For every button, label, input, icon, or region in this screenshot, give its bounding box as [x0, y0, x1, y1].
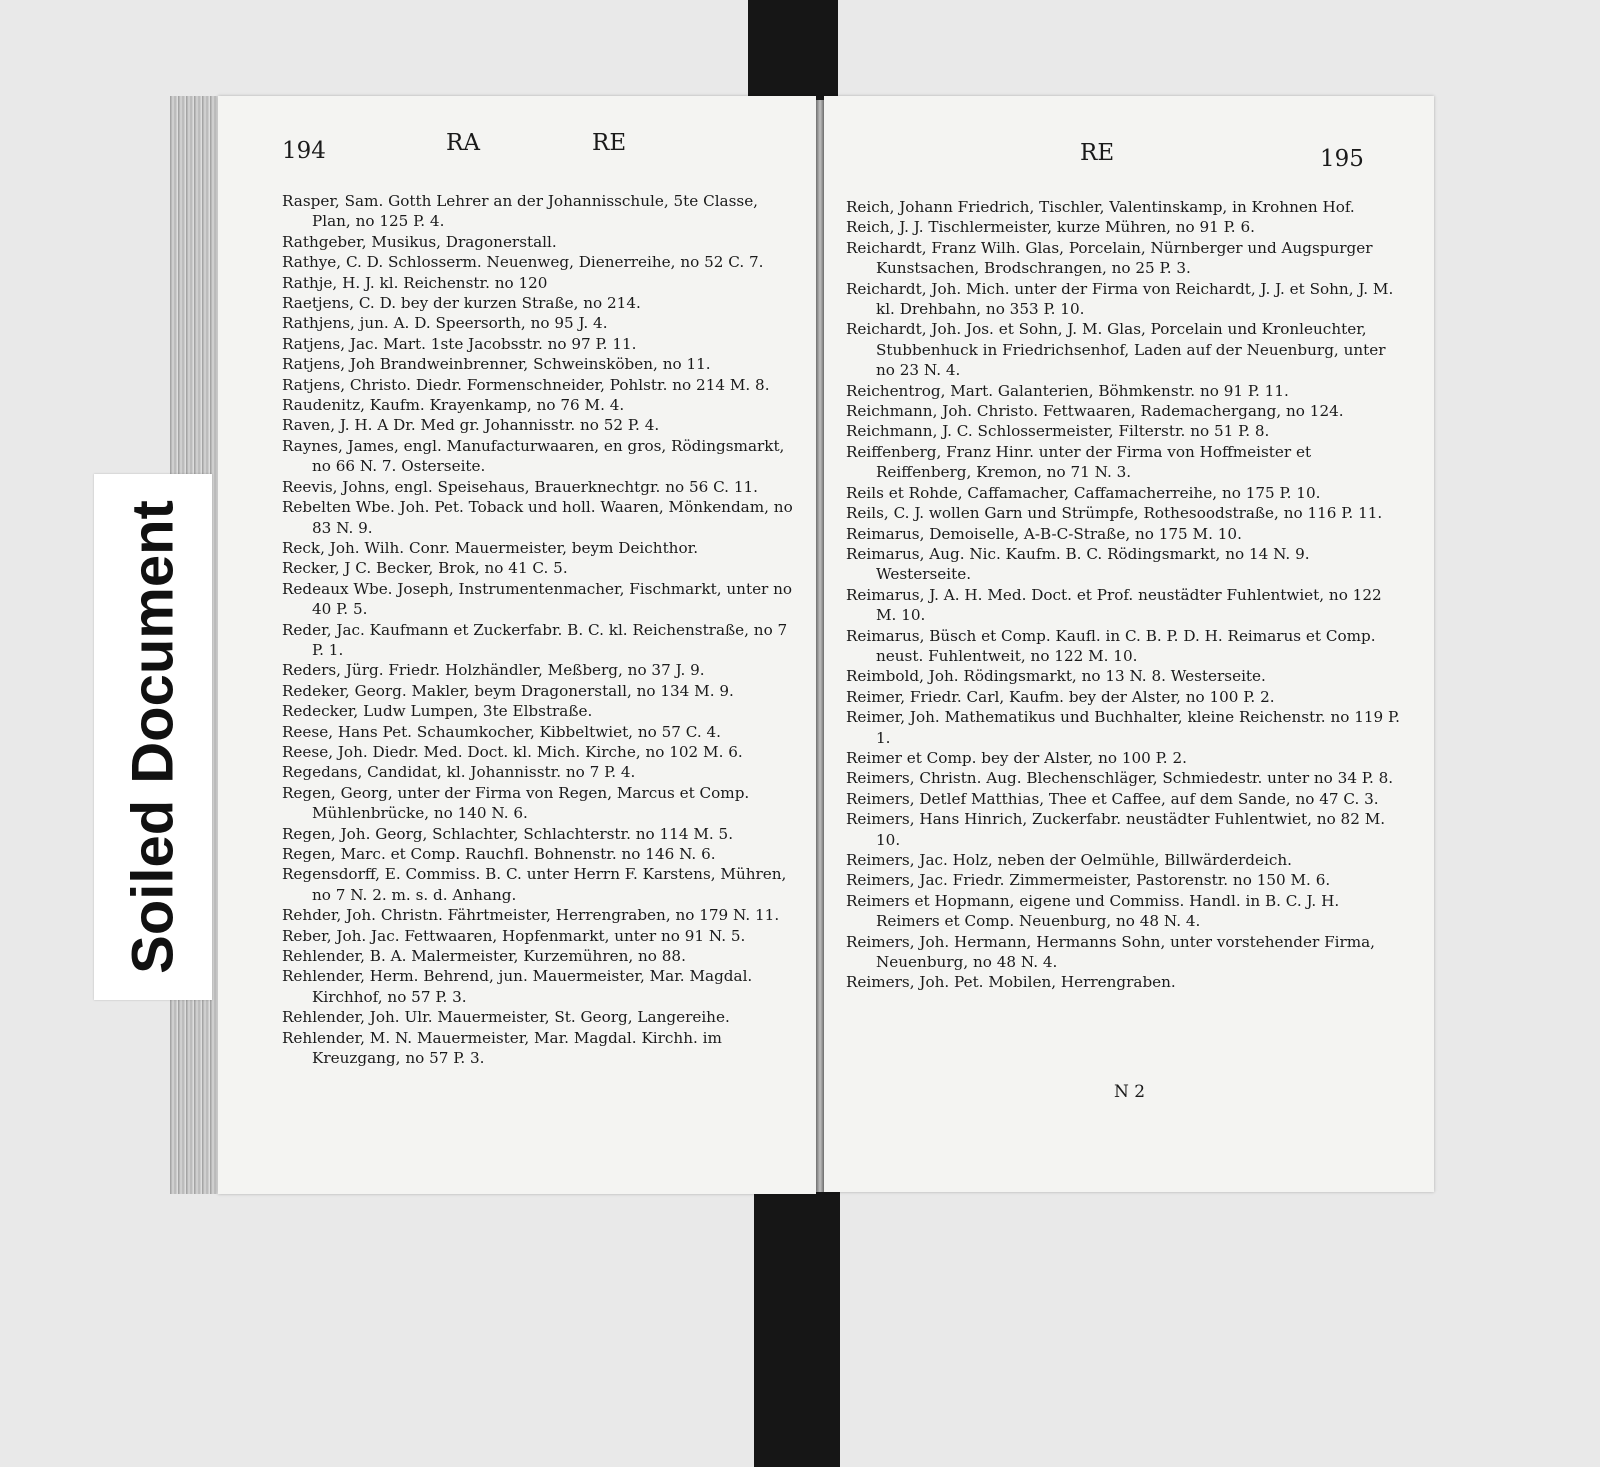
directory-entry: Reichardt, Joh. Jos. et Sohn, J. M. Glas, Porcelain und Kronleuchter, Stubbenhuck in Friedrichsenhof, Laden auf der Neuenburg, unter no 23 N. 4. — [846, 320, 1386, 380]
directory-entry: Reimers, Jac. Friedr. Zimmermeister, Pastorenstr. no 150 M. 6. — [846, 871, 1331, 890]
directory-entry: Ratjens, Christo. Diedr. Formenschneider, Pohlstr. no 214 M. 8. — [282, 375, 770, 394]
directory-entry: Rebelten Wbe. Joh. Pet. Toback und holl. Waaren, Mönkendam, no 83 N. 9. — [282, 498, 793, 537]
right-entry-list — [846, 197, 1402, 993]
directory-entry: Rehlender, M. N. Mauermeister, Mar. Magdal. Kirchh. im Kreuzgang, no 57 P. 3. — [282, 1028, 722, 1068]
directory-entry: Raetjens, C. D. bey der kurzen Straße, no 214. — [282, 294, 641, 313]
directory-entry: Reichardt, Franz Wilh. Glas, Porcelain, Nürnberger und Augspurger Kunstsachen, Brodschrangen, no 25 P. 3. — [846, 238, 1373, 278]
directory-entry: Reimer, Friedr. Carl, Kaufm. bey der Alster, no 100 P. 2. — [846, 687, 1275, 706]
directory-entry: Reichmann, Joh. Christo. Fettwaaren, Rademachergang, no 124. — [846, 402, 1344, 421]
directory-entry: Reichmann, J. C. Schlossermeister, Filterstr. no 51 P. 8. — [846, 422, 1270, 441]
right-page — [824, 96, 1434, 1192]
soiled-document-label — [94, 474, 212, 1000]
catchword: N 2 — [1114, 1082, 1146, 1102]
directory-entry: Rathgeber, Musikus, Dragonerstall. — [282, 232, 557, 251]
directory-entry: Redeker, Georg. Makler, beym Dragonerstall, no 134 M. 9. — [282, 681, 734, 700]
directory-entry: Rathjens, jun. A. D. Speersorth, no 95 J. 4. — [282, 314, 608, 333]
right-page-number: 195 — [1320, 146, 1364, 172]
soiled-document-text: Soiled Document — [120, 500, 186, 974]
directory-entry: Reimers, Detlef Matthias, Thee et Caffee, auf dem Sande, no 47 C. 3. — [846, 789, 1379, 808]
directory-entry: Reese, Hans Pet. Schaumkocher, Kibbeltwiet, no 57 C. 4. — [282, 722, 721, 741]
directory-entry: Reimarus, J. A. H. Med. Doct. et Prof. neustädter Fuhlentwiet, no 122 M. 10. — [846, 585, 1382, 625]
directory-entry: Rehlender, Joh. Ulr. Mauermeister, St. Georg, Langereihe. — [282, 1008, 730, 1027]
directory-entry: Reich, J. J. Tischlermeister, kurze Mühren, no 91 P. 6. — [846, 218, 1255, 237]
directory-entry: Raudenitz, Kaufm. Krayenkamp, no 76 M. 4. — [282, 396, 625, 415]
directory-entry: Rehlender, Herm. Behrend, jun. Mauermeister, Mar. Magdal. Kirchhof, no 57 P. 3. — [282, 967, 753, 1006]
directory-entry: Reimarus, Büsch et Comp. Kaufl. in C. B. P. D. H. Reimarus et Comp. neust. Fuhlentweit, no 122 M. 10. — [846, 626, 1376, 665]
directory-entry: Reichardt, Joh. Mich. unter der Firma von Reichardt, J. J. et Sohn, J. M. kl. Drehbahn, no 353 P. 10. — [846, 279, 1394, 319]
directory-entry: Reiffenberg, Franz Hinr. unter der Firma von Hoffmeister et Reiffenberg, Kremon, no 71 N. 3. — [846, 442, 1312, 482]
directory-entry: Ratjens, Jac. Mart. 1ste Jacobsstr. no 97 P. 11. — [282, 334, 637, 353]
directory-entry: Reders, Jürg. Friedr. Holzhändler, Meßberg, no 37 J. 9. — [282, 661, 705, 680]
directory-entry: Reevis, Johns, engl. Speisehaus, Brauerknechtgr. no 56 C. 11. — [282, 477, 758, 496]
directory-entry: Regen, Joh. Georg, Schlachter, Schlachterstr. no 114 M. 5. — [282, 824, 734, 843]
directory-entry: Regen, Georg, unter der Firma von Regen, Marcus et Comp. Mühlenbrücke, no 140 N. 6. — [282, 783, 750, 823]
directory-entry: Reimers, Hans Hinrich, Zuckerfabr. neustädter Fuhlentwiet, no 82 M. 10. — [846, 810, 1386, 849]
directory-entry: Reils, C. J. wollen Garn und Strümpfe, Rothesoodstraße, no 116 P. 11. — [846, 504, 1383, 523]
directory-entry: Rathye, C. D. Schlosserm. Neuenweg, Dienerreihe, no 52 C. 7. — [282, 253, 764, 272]
directory-entry: Reimarus, Demoiselle, A-B-C-Straße, no 175 M. 10. — [846, 524, 1242, 543]
left-page-number: 194 — [282, 138, 326, 164]
directory-entry: Reimer, Joh. Mathematikus und Buchhalter, kleine Reichenstr. no 119 P. 1. — [846, 708, 1400, 747]
directory-entry: Reichentrog, Mart. Galanterien, Böhmkenstr. no 91 P. 11. — [846, 381, 1289, 400]
directory-entry: Rasper, Sam. Gotth Lehrer an der Johannisschule, 5te Classe, Plan, no 125 P. 4. — [282, 192, 759, 231]
directory-entry: Reimers et Hopmann, eigene und Commiss. Handl. in B. C. J. H. Reimers et Comp. Neuenburg, no 48 N. 4. — [846, 891, 1340, 931]
left-header-re: RE — [592, 130, 627, 156]
right-header-re: RE — [1080, 140, 1115, 166]
directory-entry: Recker, J C. Becker, Brok, no 41 C. 5. — [282, 559, 568, 578]
directory-entry: Rehder, Joh. Christn. Fährtmeister, Herrengraben, no 179 N. 11. — [282, 906, 780, 925]
directory-entry: Reder, Jac. Kaufmann et Zuckerfabr. B. C. kl. Reichenstraße, no 7 P. 1. — [282, 620, 788, 659]
directory-entry: Redecker, Ludw Lumpen, 3te Elbstraße. — [282, 702, 593, 721]
directory-entry: Ratjens, Joh Brandweinbrenner, Schweinsköben, no 11. — [282, 355, 711, 374]
directory-entry: Raven, J. H. A Dr. Med gr. Johannisstr. no 52 P. 4. — [282, 416, 660, 435]
book-spine — [816, 100, 824, 1192]
directory-entry: Regensdorff, E. Commiss. B. C. unter Herrn F. Karstens, Mühren, no 7 N. 2. m. s. d. Anhang. — [282, 865, 787, 904]
directory-entry: Reimarus, Aug. Nic. Kaufm. B. C. Rödingsmarkt, no 14 N. 9. Westerseite. — [846, 544, 1310, 584]
directory-entry: Redeaux Wbe. Joseph, Instrumentenmacher, Fischmarkt, unter no 40 P. 5. — [282, 579, 793, 619]
directory-entry: Reese, Joh. Diedr. Med. Doct. kl. Mich. Kirche, no 102 M. 6. — [282, 742, 743, 761]
directory-entry: Rathje, H. J. kl. Reichenstr. no 120 — [282, 273, 548, 292]
left-entry-list — [282, 191, 798, 1068]
left-header-ra: RA — [446, 130, 480, 156]
directory-entry: Reich, Johann Friedrich, Tischler, Valentinskamp, in Krohnen Hof. — [846, 198, 1355, 216]
left-page — [218, 96, 816, 1194]
directory-entry: Reimers, Joh. Hermann, Hermanns Sohn, unter vorstehender Firma, Neuenburg, no 48 N. 4. — [846, 932, 1376, 972]
directory-entry: Regedans, Candidat, kl. Johannisstr. no 7 P. 4. — [282, 763, 636, 782]
directory-entry: Reimers, Joh. Pet. Mobilen, Herrengraben. — [846, 973, 1176, 992]
directory-entry: Reber, Joh. Jac. Fettwaaren, Hopfenmarkt, unter no 91 N. 5. — [282, 926, 746, 945]
directory-entry: Raynes, James, engl. Manufacturwaaren, en gros, Rödingsmarkt, no 66 N. 7. Osterseite. — [282, 436, 785, 476]
directory-entry: Reimers, Christn. Aug. Blechenschläger, Schmiedestr. unter no 34 P. 8. — [846, 769, 1394, 788]
directory-entry: Reimbold, Joh. Rödingsmarkt, no 13 N. 8. Westerseite. — [846, 667, 1266, 686]
directory-entry: Reils et Rohde, Caffamacher, Caffamacherreihe, no 175 P. 10. — [846, 483, 1321, 502]
directory-entry: Rehlender, B. A. Malermeister, Kurzemühren, no 88. — [282, 947, 686, 966]
directory-entry: Reck, Joh. Wilh. Conr. Mauermeister, beym Deichthor. — [282, 538, 699, 557]
directory-entry: Reimer et Comp. bey der Alster, no 100 P. 2. — [846, 748, 1187, 767]
directory-entry: Regen, Marc. et Comp. Rauchfl. Bohnenstr. no 146 N. 6. — [282, 845, 716, 863]
binding-strap-bottom — [754, 1186, 840, 1467]
directory-entry: Reimers, Jac. Holz, neben der Oelmühle, Billwärderdeich. — [846, 851, 1292, 869]
